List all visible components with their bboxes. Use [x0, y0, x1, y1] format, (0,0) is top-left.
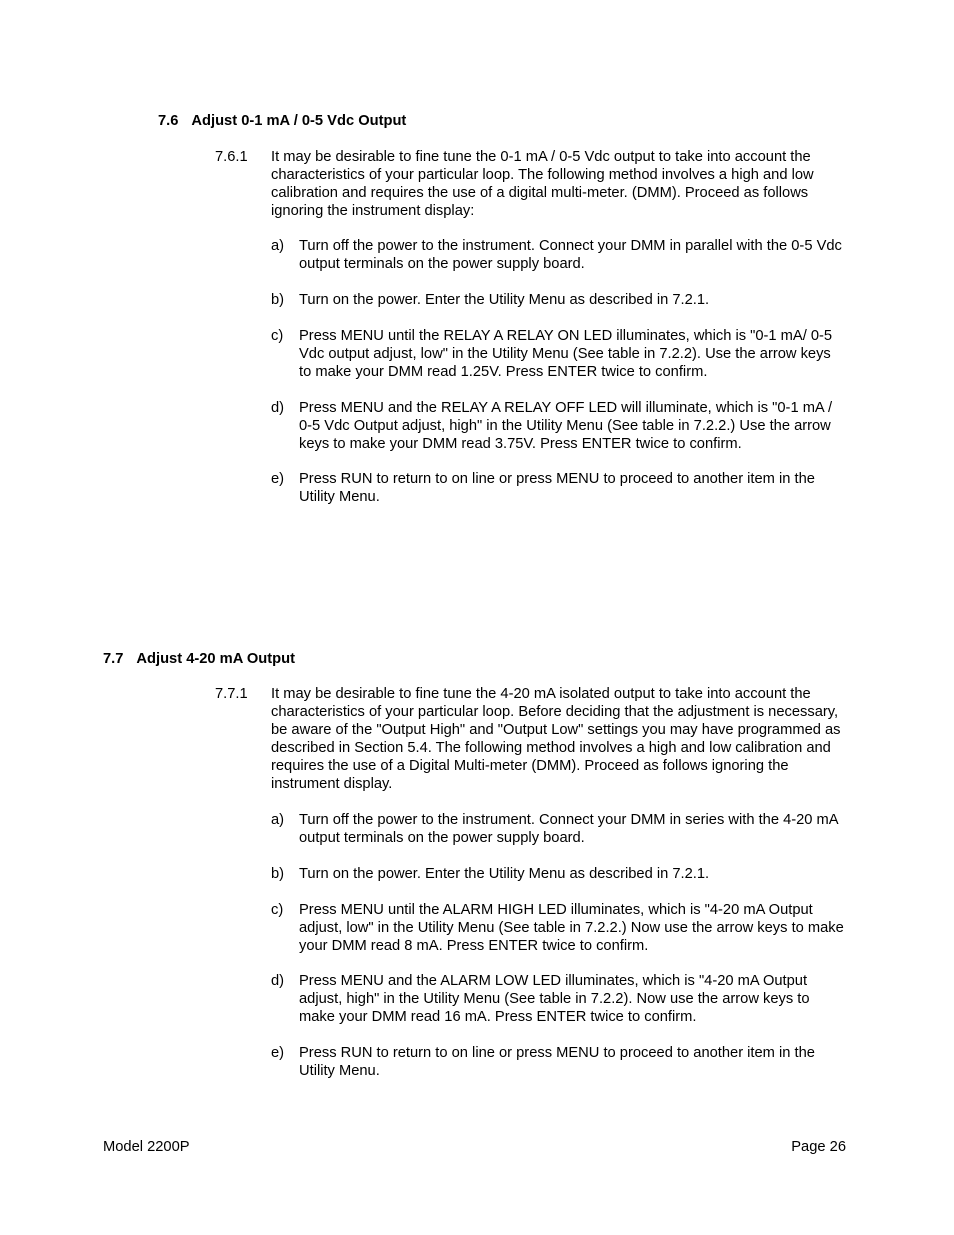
list-item-letter: a): [271, 812, 285, 828]
section-number: 7.6: [158, 113, 179, 129]
footer-model: Model 2200P: [103, 1139, 190, 1155]
section-title: Adjust 0-1 mA / 0-5 Vdc Output: [191, 113, 407, 129]
section-title: Adjust 4-20 mA Output: [136, 651, 295, 667]
list-item: Turn off the power to the instrument. Connect your DMM in series with the 4-20 mA output terminals on the power supply board.: [299, 812, 838, 846]
list-item: Press MENU until the RELAY A RELAY ON LED illuminates, which is "0-1 mA/ 0-5 Vdc output adjust, low" in the Utility Menu (See table in 7.2.2). Use the arrow keys to make your DMM read 1.25V. Press ENTER twice to confirm.: [299, 328, 833, 380]
list-item-letter: b): [271, 866, 285, 882]
list-item-letter: b): [271, 292, 285, 308]
list-item: Press MENU and the ALARM LOW LED illuminates, which is "4-20 mA Output adjust, high" in the Utility Menu (See table in 7.2.2). Now use the arrow keys to make your DMM read 16 mA. Press ENTER twice to confirm.: [299, 973, 810, 1025]
step-number: 7.7.1: [215, 686, 248, 702]
list-item: Turn on the power. Enter the Utility Menu as described in 7.2.1.: [299, 866, 710, 882]
step-intro: It may be desirable to fine tune the 4-20 mA isolated output to take into account the characteristics of your particular loop. Before deciding that the adjustment is necessary, be aware of the "Output High" and "Output Low" settings you may have programmed as described in Section 5.4. The following method involves a high and low calibration and requires the use of a Digital Multi-meter (DMM). Proceed as follows ignoring the instrument display.: [271, 686, 841, 792]
step-intro: It may be desirable to fine tune the 0-1 mA / 0-5 Vdc output to take into account the characteristics of your particular loop. The following method involves a high and low calibration and requires the use of a digital multi-meter. (DMM). Proceed as follows ignoring the instrument display:: [271, 149, 814, 219]
list-item-letter: c): [271, 328, 284, 344]
list-item-letter: d): [271, 400, 285, 416]
list-item: Turn on the power. Enter the Utility Menu as described in 7.2.1.: [299, 292, 710, 308]
section-heading-7-7: [103, 650, 295, 668]
list-item-letter: e): [271, 1045, 285, 1061]
list-item: Turn off the power to the instrument. Connect your DMM in parallel with the 0-5 Vdc output terminals on the power supply board.: [299, 238, 842, 272]
list-item-letter: c): [271, 902, 284, 918]
section-number: 7.7: [103, 651, 124, 667]
section-heading-7-6: [158, 112, 406, 130]
list-item: Press RUN to return to on line or press MENU to proceed to another item in the Utility Menu.: [299, 471, 815, 505]
list-item: Press MENU and the RELAY A RELAY OFF LED will illuminate, which is "0-1 mA / 0-5 Vdc Output adjust, high" in the Utility Menu (See table in 7.2.2.) Use the arrow keys to make your DMM read 3.75V. Press ENTER twice to confirm.: [299, 400, 833, 452]
footer-page-number: Page 26: [791, 1139, 846, 1155]
list-item-letter: e): [271, 471, 285, 487]
list-item-letter: d): [271, 973, 285, 989]
step-number: 7.6.1: [215, 149, 248, 165]
list-item: Press RUN to return to on line or press MENU to proceed to another item in the Utility Menu.: [299, 1045, 815, 1079]
list-item-letter: a): [271, 238, 285, 254]
list-item: Press MENU until the ALARM HIGH LED illuminates, which is "4-20 mA Output adjust, low" in the Utility Menu (See table in 7.2.2.) Now use the arrow keys to make your DMM read 8 mA. Press ENTER twice to confirm.: [299, 902, 844, 954]
